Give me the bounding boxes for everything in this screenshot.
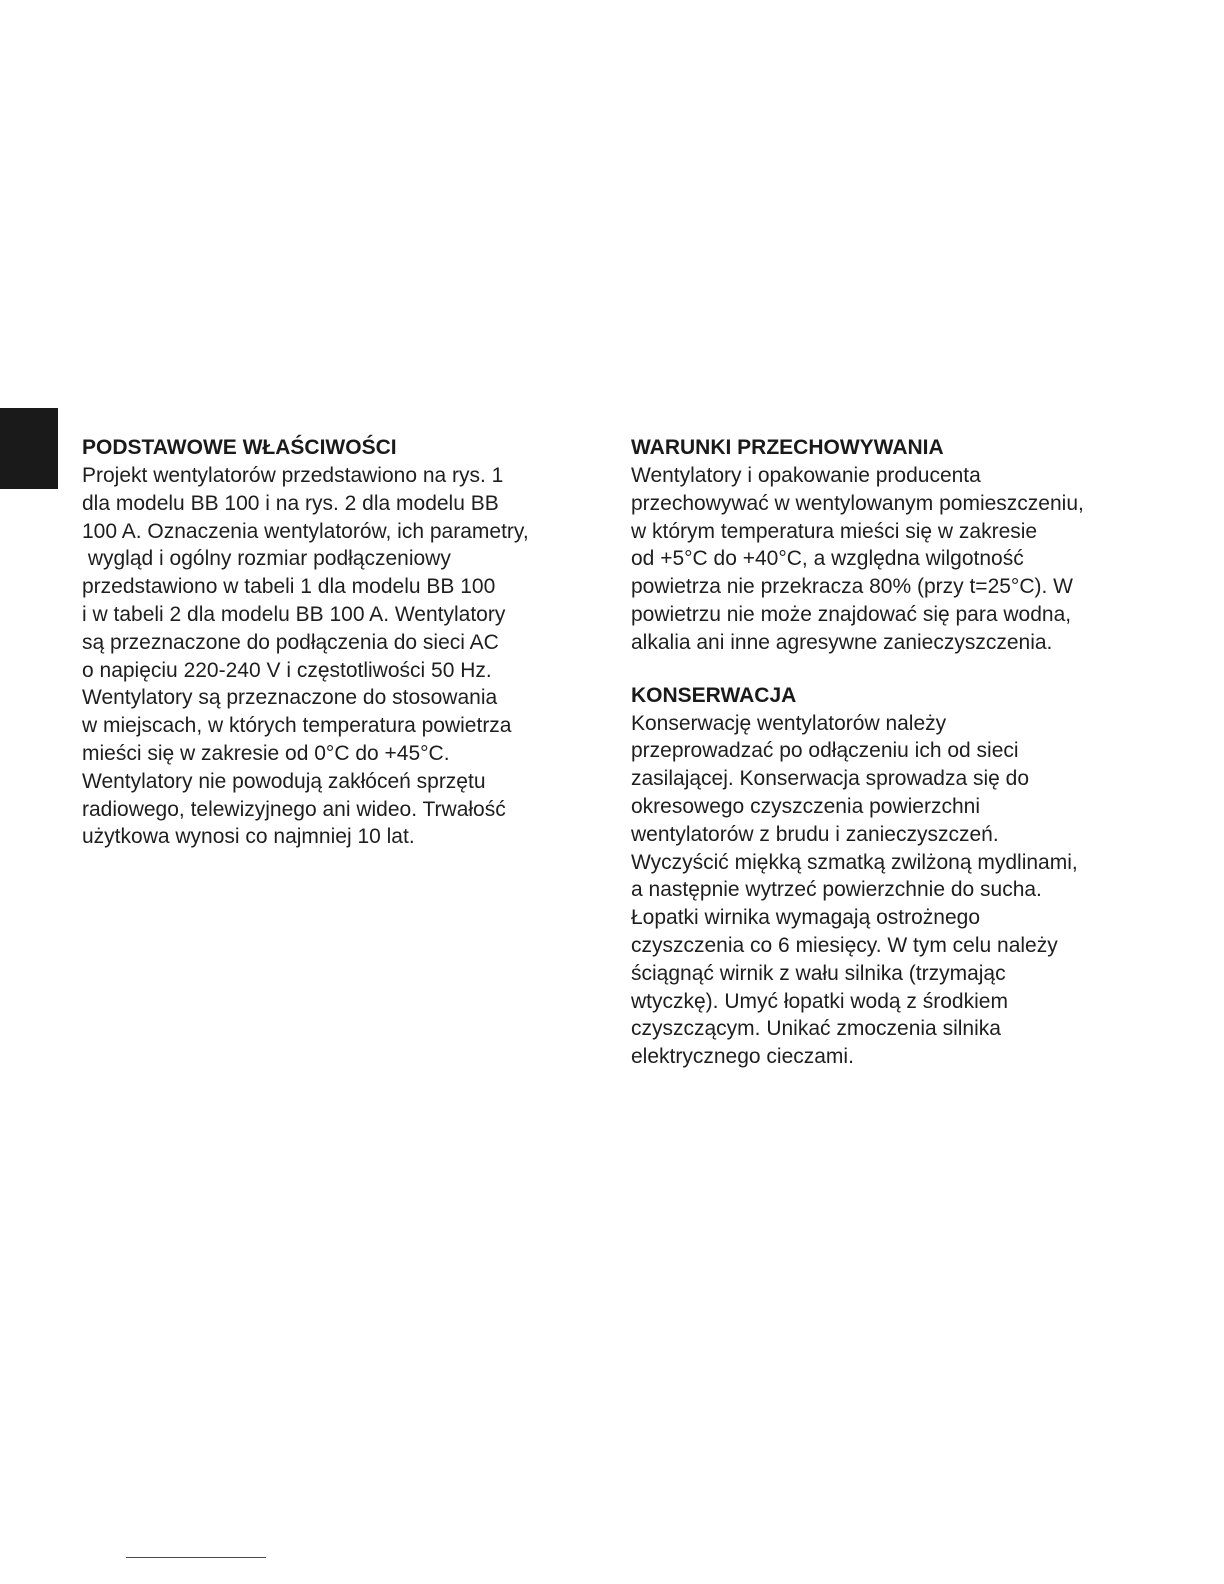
text-line: a następnie wytrzeć powierzchnie do sucha.: [631, 878, 1042, 902]
text-line: powietrzu nie może znajdować się para wodna,: [631, 602, 1072, 626]
text-line: w którym temperatura mieści się w zakresie: [631, 519, 1038, 543]
text-line: 100 A. Oznaczenia wentylatorów, ich parametry,: [82, 519, 529, 543]
text-line: Wentylatory nie powodują zakłóceń sprzętu: [82, 769, 486, 793]
text-line: Wyczyścić miękką szmatką zwilżoną mydlinami,: [631, 850, 1078, 874]
text-line: użytkowa wynosi co najmniej 10 lat.: [82, 825, 415, 849]
text-line: od +5°C do +40°C, a względna wilgotność: [631, 547, 1024, 571]
text-line: przeprowadzać po odłączeniu ich od sieci: [631, 739, 1019, 763]
text-line: w miejscach, w których temperatura powietrza: [82, 714, 512, 738]
text-line: wentylatorów z brudu i zanieczyszczeń.: [631, 822, 999, 846]
section-maintenance: [631, 682, 1191, 1071]
section-heading: KONSERWACJA: [631, 683, 797, 707]
text-line: powietrza nie przekracza 80% (przy t=25°C). W: [631, 575, 1073, 599]
text-line: zasilającej. Konserwacja sprowadza się do: [631, 767, 1030, 791]
section-storage: [631, 434, 1191, 657]
text-line: Wentylatory i opakowanie producenta: [631, 464, 981, 487]
section-basic-features: [82, 434, 602, 851]
left-column: [82, 434, 602, 876]
text-line: radiowego, telewizyjnego ani wideo. Trwałość: [82, 797, 506, 821]
section-body: [631, 710, 1191, 1071]
text-line: o napięciu 220-240 V i częstotliwości 50 Hz.: [82, 658, 492, 682]
text-line: czyszczącym. Unikać zmoczenia silnika: [631, 1017, 1001, 1041]
right-column: [631, 434, 1191, 1096]
section-heading: WARUNKI PRZECHOWYWANIA: [631, 436, 944, 459]
text-line: wygląd i ogólny rozmiar podłączeniowy: [82, 547, 451, 571]
text-line: wtyczkę). Umyć łopatki wodą z środkiem: [631, 989, 1008, 1013]
text-line: czyszczenia co 6 miesięcy. W tym celu należy: [631, 933, 1058, 957]
text-line: Konserwację wentylatorów należy: [631, 711, 947, 735]
text-line: mieści się w zakresie od 0°C do +45°C.: [82, 741, 450, 765]
text-line: są przeznaczone do podłączenia do sieci AC: [82, 630, 499, 654]
text-line: dla modelu BB 100 i na rys. 2 dla modelu BB: [82, 491, 499, 515]
text-line: ściągnąć wirnik z wału silnika (trzymając: [631, 961, 1006, 985]
footer-rule: [126, 1557, 266, 1558]
text-line: elektrycznego cieczami.: [631, 1045, 854, 1069]
section-marker-tab: [0, 408, 58, 489]
text-line: przedstawiono w tabeli 1 dla modelu BB 100: [82, 575, 496, 599]
text-line: Wentylatory są przeznaczone do stosowania: [82, 686, 498, 710]
text-line: Łopatki wirnika wymagają ostrożnego: [631, 906, 981, 930]
text-line: przechowywać w wentylowanym pomieszczeniu,: [631, 491, 1084, 515]
section-body: [631, 462, 1191, 657]
text-line: okresowego czyszczenia powierzchni: [631, 794, 980, 818]
section-heading: PODSTAWOWE WŁAŚCIWOŚCI: [82, 436, 397, 459]
text-line: i w tabeli 2 dla modelu BB 100 A. Wentylatory: [82, 602, 506, 626]
text-line: Projekt wentylatorów przedstawiono na rys. 1: [82, 464, 504, 487]
text-line: alkalia ani inne agresywne zanieczyszczenia.: [631, 630, 1053, 654]
section-body: [82, 462, 602, 851]
